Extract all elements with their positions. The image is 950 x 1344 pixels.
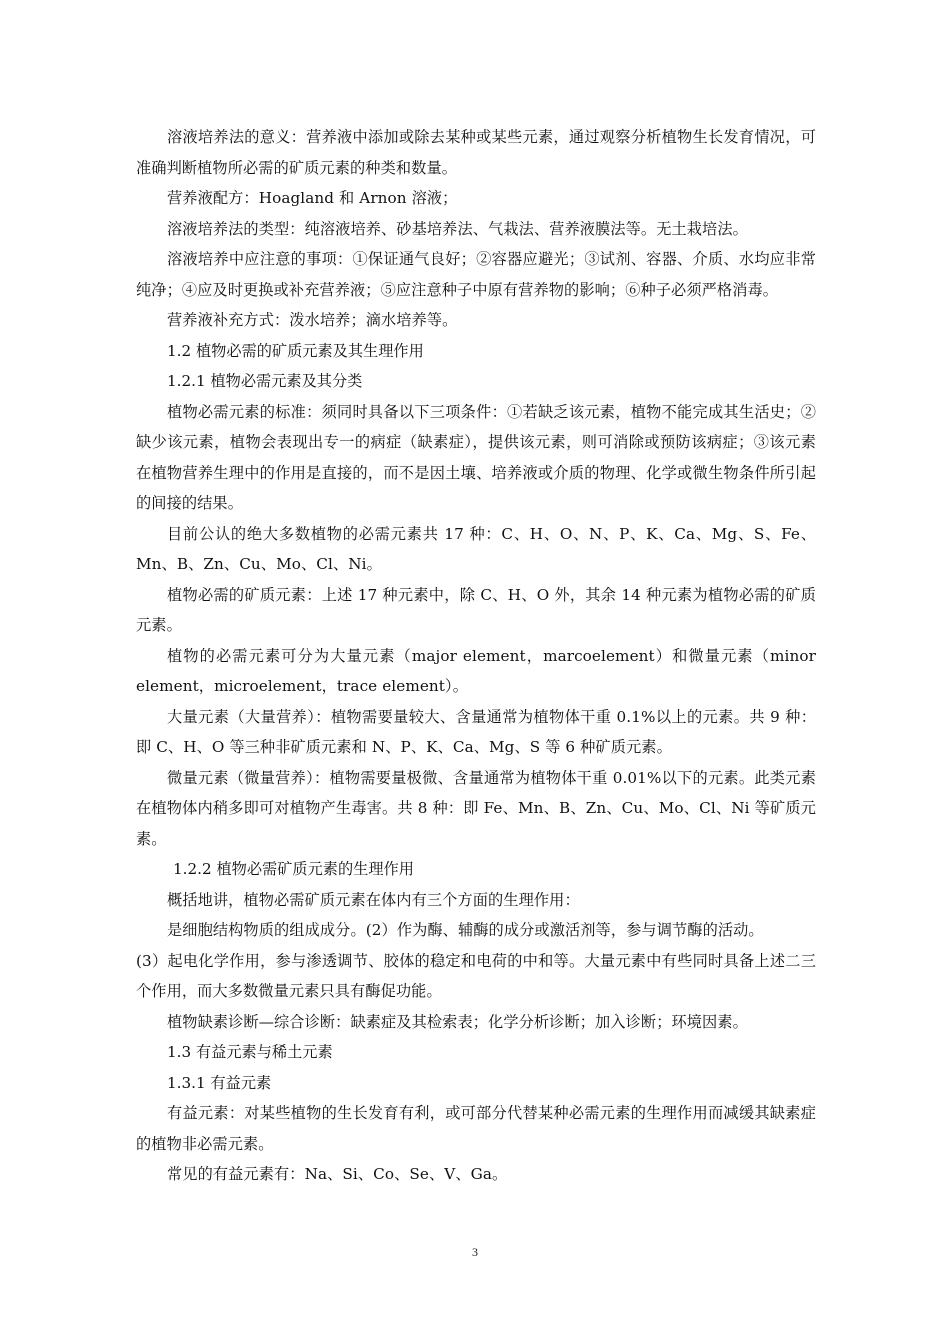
paragraph: 植物缺素诊断—综合诊断：缺素症及其检索表；化学分析诊断；加入诊断；环境因素。 bbox=[167, 1012, 748, 1031]
paragraph: 微量元素（微量营养）：植物需要量极微、含量通常为植物体干重 0.01%以下的元素。此类元素在植物体内稍多即可对植物产生毒害。共 8 种：即 Fe、Mn、B、Zn、Cu、Mo、Cl、Ni 等矿质元素。 bbox=[136, 768, 816, 848]
paragraph: 概括地讲，植物必需矿质元素在体内有三个方面的生理作用： bbox=[167, 890, 580, 909]
paragraph: 营养液配方：Hoagland 和 Arnon 溶液； bbox=[167, 189, 458, 207]
paragraph: 是细胞结构物质的组成成分。(2）作为酶、辅酶的成分或激活剂等，参与调节酶的活动。 bbox=[167, 921, 764, 939]
paragraph: 溶液培养法的类型：纯溶液培养、砂基培养法、气栽法、营养液膜法等。无土栽培法。 bbox=[167, 219, 748, 238]
subsection-heading: 1.2.1 植物必需元素及其分类 bbox=[167, 372, 363, 390]
paragraph: 植物的必需元素可分为大量元素（major element，marcoelement）和微量元素（minor element，microelement，trace element）。 bbox=[136, 646, 816, 695]
paragraph: 溶液培养法的意义：营养液中添加或除去某种或某些元素，通过观察分析植物生长发育情况，可准确判断植物所必需的矿质元素的种类和数量。 bbox=[136, 128, 816, 177]
paragraph: 营养液补充方式：泼水培养；滴水培养等。 bbox=[167, 311, 458, 329]
paragraph: 植物必需的矿质元素：上述 17 种元素中，除 C、H、O 外，其余 14 种元素为植物必需的矿质元素。 bbox=[136, 585, 816, 634]
paragraph: (3）起电化学作用，参与渗透调节、胶体的稳定和电荷的中和等。大量元素中有些同时具备上述二三个作用，而大多数微量元素只具有酶促功能。 bbox=[136, 951, 816, 1000]
section-heading: 1.3 有益元素与稀土元素 bbox=[167, 1043, 333, 1061]
paragraph: 大量元素（大量营养）：植物需要量较大、含量通常为植物体干重 0.1%以上的元素。共 9 种：即 C、H、O 等三种非矿质元素和 N、P、K、Ca、Mg、S 等 6 种矿质元素。 bbox=[136, 707, 816, 756]
paragraph: 目前公认的绝大多数植物的必需元素共 17 种：C、H、O、N、P、K、Ca、Mg、S、Fe、Mn、B、Zn、Cu、Mo、Cl、Ni。 bbox=[136, 524, 816, 573]
section-heading: 1.2 植物必需的矿质元素及其生理作用 bbox=[167, 341, 424, 360]
subsection-heading: 1.2.2 植物必需矿质元素的生理作用 bbox=[173, 860, 414, 878]
paragraph: 植物必需元素的标准：须同时具备以下三项条件：①若缺乏该元素，植物不能完成其生活史；②缺少该元素，植物会表现出专一的病症（缺素症），提供该元素，则可消除或预防该病症；③该元素在植物营养生理中的作用是直接的，而不是因土壤、培养液或介质的物理、化学或微生物条件所引起的间接的结果。 bbox=[136, 402, 816, 512]
subsection-heading: 1.3.1 有益元素 bbox=[167, 1073, 272, 1092]
paragraph: 溶液培养中应注意的事项：①保证通气良好；②容器应避光；③试剂、容器、介质、水均应非常纯净；④应及时更换或补充营养液；⑤应注意种子中原有营养物的影响；⑥种子必须严格消毒。 bbox=[136, 250, 816, 299]
document-body bbox=[136, 122, 816, 1190]
paragraph: 有益元素：对某些植物的生长发育有利，或可部分代替某种必需元素的生理作用而减缓其缺素症的植物非必需元素。 bbox=[136, 1104, 816, 1153]
paragraph: 常见的有益元素有：Na、Si、Co、Se、V、Ga。 bbox=[167, 1165, 508, 1183]
page-number: 3 bbox=[472, 1245, 478, 1259]
